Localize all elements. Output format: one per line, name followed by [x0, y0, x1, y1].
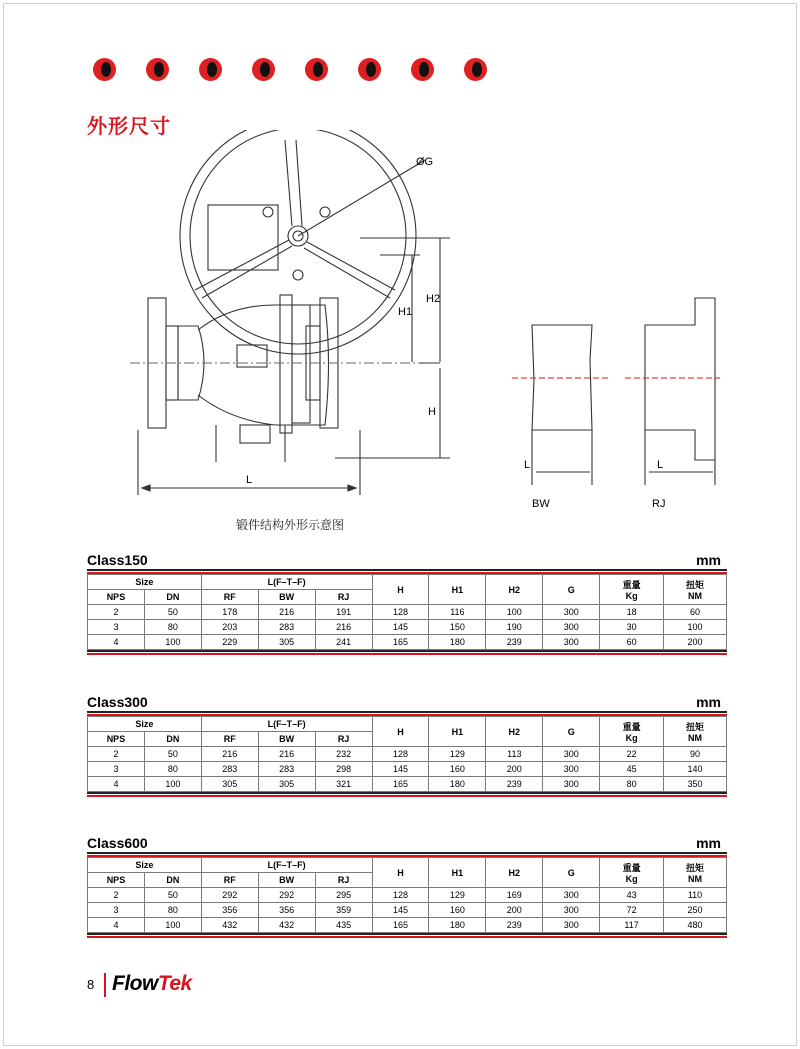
table-cell: 432 — [201, 918, 258, 933]
table-cell: 140 — [664, 762, 727, 777]
table-cell: 2 — [88, 888, 145, 903]
table-cell: 129 — [429, 888, 486, 903]
l-bw-label: L — [524, 459, 531, 471]
table-cell: 250 — [664, 903, 727, 918]
spec-table — [87, 574, 727, 650]
table-cell: 80 — [144, 762, 201, 777]
table-cell: 305 — [258, 635, 315, 650]
table-row — [88, 605, 727, 620]
table-cell: 4 — [88, 918, 145, 933]
class-title: Class600 — [87, 835, 148, 851]
table-cell: 128 — [372, 605, 429, 620]
table-cell: 50 — [144, 605, 201, 620]
table-cell: 80 — [600, 777, 664, 792]
torque-header: 扭矩 NM — [664, 575, 727, 605]
table-cell: 295 — [315, 888, 372, 903]
table-cell: 60 — [664, 605, 727, 620]
table-cell: 200 — [486, 903, 543, 918]
table-cell: 4 — [88, 777, 145, 792]
bw-header: BW — [258, 873, 315, 888]
rj-header: RJ — [315, 873, 372, 888]
h1-label: H1 — [398, 306, 413, 318]
class-title: Class150 — [87, 552, 148, 568]
table-cell: 305 — [201, 777, 258, 792]
class-title: Class300 — [87, 694, 148, 710]
h2-header: H2 — [486, 717, 543, 747]
table-bottom-rule — [87, 933, 727, 938]
table-cell: 80 — [144, 903, 201, 918]
table-bottom-rule — [87, 650, 727, 655]
table-cell: 200 — [486, 762, 543, 777]
table-cell: 3 — [88, 903, 145, 918]
size-header: Size — [88, 717, 202, 732]
table-header-line — [87, 835, 727, 851]
dot-icon — [93, 58, 116, 81]
table-cell: 72 — [600, 903, 664, 918]
h2-header: H2 — [486, 858, 543, 888]
dot-icon — [252, 58, 275, 81]
torque-header: 扭矩 NM — [664, 858, 727, 888]
table-cell: 2 — [88, 747, 145, 762]
g-header: G — [543, 717, 600, 747]
table-cell: 305 — [258, 777, 315, 792]
table-cell: 128 — [372, 888, 429, 903]
table-cell: 321 — [315, 777, 372, 792]
l-main-label: L — [246, 474, 253, 486]
table-cell: 2 — [88, 605, 145, 620]
table-cell: 128 — [372, 747, 429, 762]
table-cell: 203 — [201, 620, 258, 635]
table-cell: 117 — [600, 918, 664, 933]
table-cell: 232 — [315, 747, 372, 762]
h-header: H — [372, 858, 429, 888]
table-cell: 113 — [486, 747, 543, 762]
dot-icon — [305, 58, 328, 81]
table-cell: 300 — [543, 635, 600, 650]
h1-header: H1 — [429, 575, 486, 605]
dot-icon — [411, 58, 434, 81]
nps-header: NPS — [88, 732, 145, 747]
table-cell: 18 — [600, 605, 664, 620]
weight-header: 重量 Kg — [600, 575, 664, 605]
bw-header: BW — [258, 590, 315, 605]
table-cell: 100 — [144, 635, 201, 650]
drawing-caption: 锻件结构外形示意图 — [236, 518, 345, 532]
table-cell: 300 — [543, 888, 600, 903]
table-cell: 3 — [88, 762, 145, 777]
table-header-row — [88, 858, 727, 873]
table-cell: 239 — [486, 635, 543, 650]
table-cell: 45 — [600, 762, 664, 777]
section-title: 外形尺寸 — [87, 114, 171, 138]
lftf-header: L(F–T–F) — [201, 575, 372, 590]
rj-header: RJ — [315, 590, 372, 605]
table-cell: 480 — [664, 918, 727, 933]
table-cell: 283 — [258, 762, 315, 777]
table-row — [88, 635, 727, 650]
bw-header: BW — [258, 732, 315, 747]
brand-logo: FlowTek — [112, 972, 192, 995]
lftf-header: L(F–T–F) — [201, 858, 372, 873]
table-cell: 359 — [315, 903, 372, 918]
table-cell: 239 — [486, 918, 543, 933]
page-number: 8 — [87, 977, 95, 992]
table-cell: 300 — [543, 605, 600, 620]
table-cell: 160 — [429, 903, 486, 918]
table-cell: 300 — [543, 777, 600, 792]
table-cell: 190 — [486, 620, 543, 635]
table-cell: 60 — [600, 635, 664, 650]
table-cell: 165 — [372, 777, 429, 792]
table-cell: 145 — [372, 762, 429, 777]
table-cell: 200 — [664, 635, 727, 650]
table-cell: 216 — [201, 747, 258, 762]
rj-header: RJ — [315, 732, 372, 747]
h2-label: H2 — [426, 293, 441, 305]
table-cell: 180 — [429, 777, 486, 792]
rf-header: RF — [201, 873, 258, 888]
unit-label: mm — [696, 835, 721, 851]
valve-dimension-drawing — [120, 130, 740, 510]
table-cell: 145 — [372, 903, 429, 918]
g-header: G — [543, 575, 600, 605]
dn-header: DN — [144, 873, 201, 888]
table-header-line — [87, 694, 727, 710]
dot-icon — [358, 58, 381, 81]
table-cell: 356 — [258, 903, 315, 918]
table-cell: 160 — [429, 762, 486, 777]
unit-label: mm — [696, 694, 721, 710]
bw-label: BW — [532, 498, 550, 510]
table-cell: 241 — [315, 635, 372, 650]
table-cell: 30 — [600, 620, 664, 635]
torque-header: 扭矩 NM — [664, 717, 727, 747]
table-cell: 300 — [543, 903, 600, 918]
h1-header: H1 — [429, 717, 486, 747]
table-cell: 169 — [486, 888, 543, 903]
rf-header: RF — [201, 590, 258, 605]
table-cell: 50 — [144, 888, 201, 903]
table-cell: 145 — [372, 620, 429, 635]
table-row — [88, 747, 727, 762]
g-header: G — [543, 858, 600, 888]
spec-table-block — [87, 835, 727, 938]
table-cell: 216 — [258, 747, 315, 762]
table-cell: 300 — [543, 918, 600, 933]
nps-header: NPS — [88, 873, 145, 888]
h1-header: H1 — [429, 858, 486, 888]
table-cell: 216 — [315, 620, 372, 635]
table-cell: 292 — [201, 888, 258, 903]
table-cell: 180 — [429, 635, 486, 650]
table-cell: 191 — [315, 605, 372, 620]
table-cell: 283 — [201, 762, 258, 777]
table-header-line — [87, 552, 727, 568]
table-cell: 180 — [429, 918, 486, 933]
spec-table-block — [87, 552, 727, 655]
table-cell: 356 — [201, 903, 258, 918]
table-cell: 435 — [315, 918, 372, 933]
table-cell: 4 — [88, 635, 145, 650]
table-row — [88, 903, 727, 918]
table-header-row — [88, 575, 727, 590]
table-cell: 150 — [429, 620, 486, 635]
table-cell: 43 — [600, 888, 664, 903]
table-row — [88, 762, 727, 777]
table-cell: 90 — [664, 747, 727, 762]
table-cell: 300 — [543, 747, 600, 762]
table-row — [88, 777, 727, 792]
table-cell: 229 — [201, 635, 258, 650]
table-header-row — [88, 717, 727, 732]
dia-g-label: ØG — [416, 156, 434, 168]
size-header: Size — [88, 575, 202, 590]
table-cell: 100 — [664, 620, 727, 635]
table-cell: 216 — [258, 605, 315, 620]
table-cell: 239 — [486, 777, 543, 792]
table-cell: 100 — [486, 605, 543, 620]
table-cell: 178 — [201, 605, 258, 620]
table-row — [88, 620, 727, 635]
dot-icon — [464, 58, 487, 81]
nps-header: NPS — [88, 590, 145, 605]
table-cell: 300 — [543, 620, 600, 635]
table-cell: 110 — [664, 888, 727, 903]
table-cell: 50 — [144, 747, 201, 762]
table-cell: 165 — [372, 918, 429, 933]
table-cell: 80 — [144, 620, 201, 635]
table-cell: 3 — [88, 620, 145, 635]
table-cell: 165 — [372, 635, 429, 650]
dot-icon — [199, 58, 222, 81]
h-header: H — [372, 575, 429, 605]
decorative-dots — [93, 58, 487, 81]
table-cell: 100 — [144, 777, 201, 792]
weight-header: 重量 Kg — [600, 717, 664, 747]
rj-label: RJ — [652, 498, 666, 510]
table-row — [88, 888, 727, 903]
size-header: Size — [88, 858, 202, 873]
table-cell: 100 — [144, 918, 201, 933]
l-rj-label: L — [657, 459, 664, 471]
table-cell: 298 — [315, 762, 372, 777]
h-label: H — [428, 406, 436, 418]
h2-header: H2 — [486, 575, 543, 605]
table-row — [88, 918, 727, 933]
table-cell: 283 — [258, 620, 315, 635]
table-cell: 432 — [258, 918, 315, 933]
table-cell: 22 — [600, 747, 664, 762]
dn-header: DN — [144, 590, 201, 605]
dot-icon — [146, 58, 169, 81]
spec-table — [87, 716, 727, 792]
unit-label: mm — [696, 552, 721, 568]
lftf-header: L(F–T–F) — [201, 717, 372, 732]
spec-table-block — [87, 694, 727, 797]
spec-table — [87, 857, 727, 933]
h-header: H — [372, 717, 429, 747]
rf-header: RF — [201, 732, 258, 747]
weight-header: 重量 Kg — [600, 858, 664, 888]
table-cell: 116 — [429, 605, 486, 620]
table-cell: 292 — [258, 888, 315, 903]
table-cell: 300 — [543, 762, 600, 777]
table-cell: 129 — [429, 747, 486, 762]
table-bottom-rule — [87, 792, 727, 797]
footer-divider — [104, 973, 106, 997]
table-cell: 350 — [664, 777, 727, 792]
dn-header: DN — [144, 732, 201, 747]
